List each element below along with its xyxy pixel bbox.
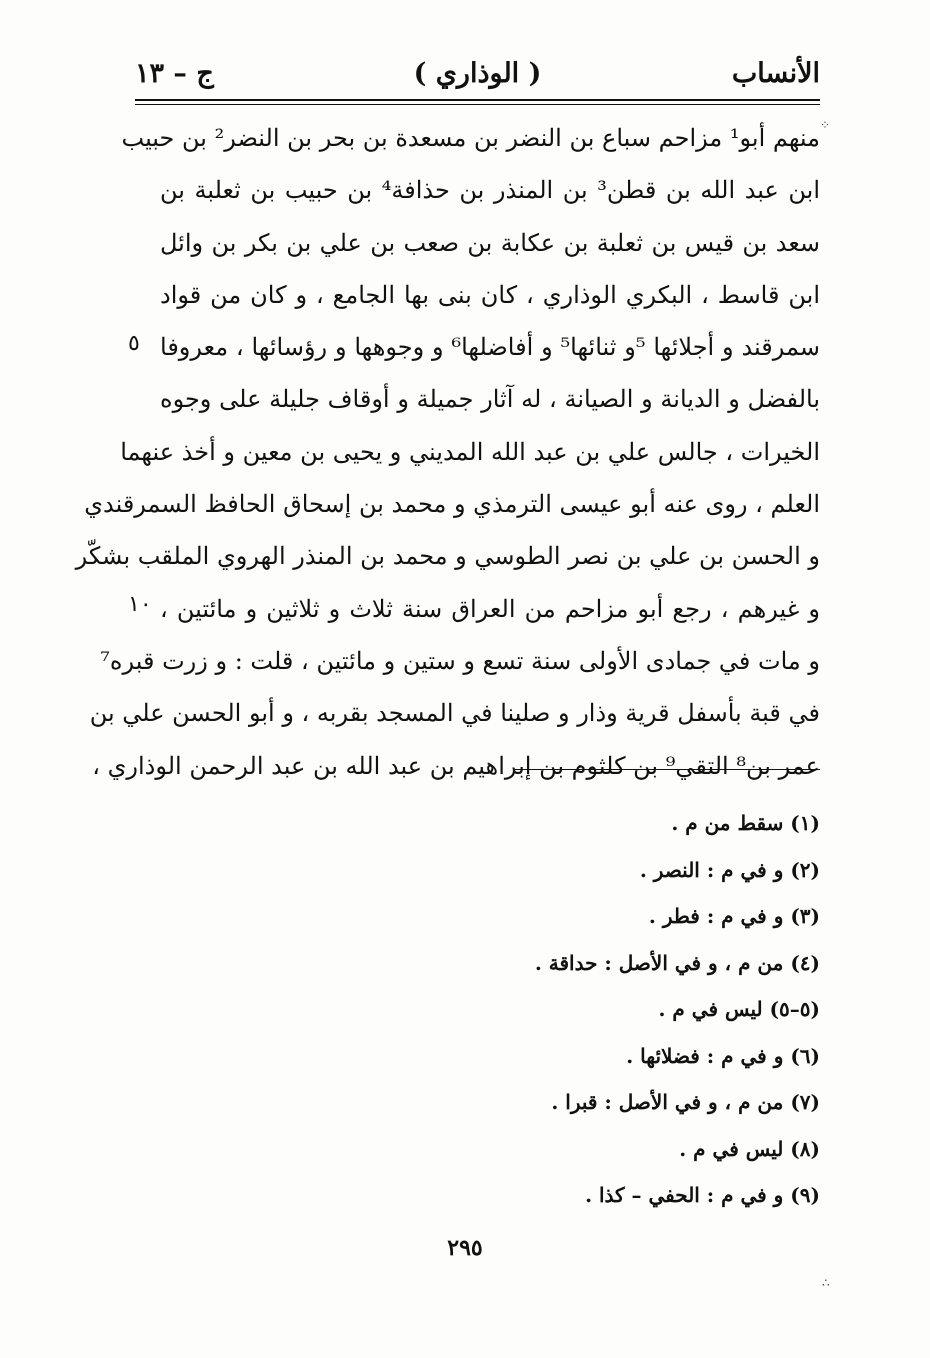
text-line: بالفضل و الديانة و الصيانة ، له آثار جميلة و أوقاف جليلة على وجوه	[160, 385, 820, 414]
header-volume: ج – ١٣	[135, 58, 214, 89]
text-line: سعد بن قيس بن ثعلبة بن عكابة بن صعب بن علي بن بكر بن وائل	[160, 228, 820, 257]
footnote: (٦) و في م : فضلائها .	[626, 1043, 820, 1068]
text-line: سمرقند و أجلائها ⁵و ثنائها⁵ و أفاضلها⁶ و وجوهها و رؤسائها ، معروفا	[160, 333, 820, 362]
page-number: ٢٩٥	[447, 1235, 483, 1261]
header-book-title: الأنساب	[731, 58, 820, 89]
footnote: (١) سقط من م .	[671, 811, 820, 835]
margin-line-number-10: ١٠	[128, 592, 152, 617]
footnote: (٢) و في م : النصر .	[639, 857, 820, 882]
margin-line-number-5: ٥	[128, 331, 140, 356]
scan-speck: ∴	[822, 1276, 830, 1290]
header-rule-thin	[135, 104, 820, 105]
text-line: العلم ، روى عنه أبو عيسى الترمذي و محمد بن إسحاق الحافظ السمرقندي	[84, 490, 820, 519]
header-rule-thick	[135, 99, 820, 101]
text-line: ابن قاسط ، البكري الوذاري ، كان بنى بها الجامع ، و كان من قواد	[160, 280, 820, 309]
footnote: (٧) من م ، و في الأصل : قبرا .	[551, 1090, 820, 1114]
footnote: (٥–٥) ليس في م .	[658, 997, 820, 1021]
footnote: (٨) ليس في م .	[679, 1136, 820, 1161]
scan-speck: ⁘	[820, 118, 831, 132]
text-line: الخيرات ، جالس علي بن عبد الله المديني و يحيى بن معين و أخذ عنهما	[120, 437, 820, 466]
footnotes	[535, 800, 820, 1219]
text-line: ابن عبد الله بن قطن³ بن المنذر بن حذافة⁴ بن حبيب بن ثعلبة بن	[160, 176, 821, 205]
footnote: (٣) و في م : فطر .	[648, 904, 820, 928]
header-entry-title: ( الوذاري )	[413, 58, 542, 89]
footnote-separator	[515, 769, 820, 770]
text-line: عمر بن⁸ التقي⁹ بن كلثوم بن إبراهيم بن عبد الله بن عبد الرحمن الوذاري ،	[92, 751, 820, 780]
text-line: و مات في جمادى الأولى سنة تسع و ستين و مائتين ، قلت : و زرت قبره⁷	[100, 646, 820, 675]
running-header	[135, 52, 820, 96]
footnote: (٩) و في م : الحفي – كذا .	[585, 1183, 820, 1207]
text-line: و الحسن بن علي بن نصر الطوسي و محمد بن المنذر الهروي الملقب بشكّر	[75, 542, 820, 571]
text-line: منهم أبو¹ مزاحم سباع بن النضر بن مسعدة بن بحر بن النضر² بن حبيب	[121, 124, 820, 152]
text-line: في قبة بأسفل قرية وذار و صلينا في المسجد بقربه ، و أبو الحسن علي بن	[89, 699, 820, 728]
footnote: (٤) من م ، و في الأصل : حداقة .	[534, 950, 820, 975]
text-line: و غيرهم ، رجع أبو مزاحم من العراق سنة ثلاث و ثلاثين و مائتين ،	[160, 594, 820, 623]
